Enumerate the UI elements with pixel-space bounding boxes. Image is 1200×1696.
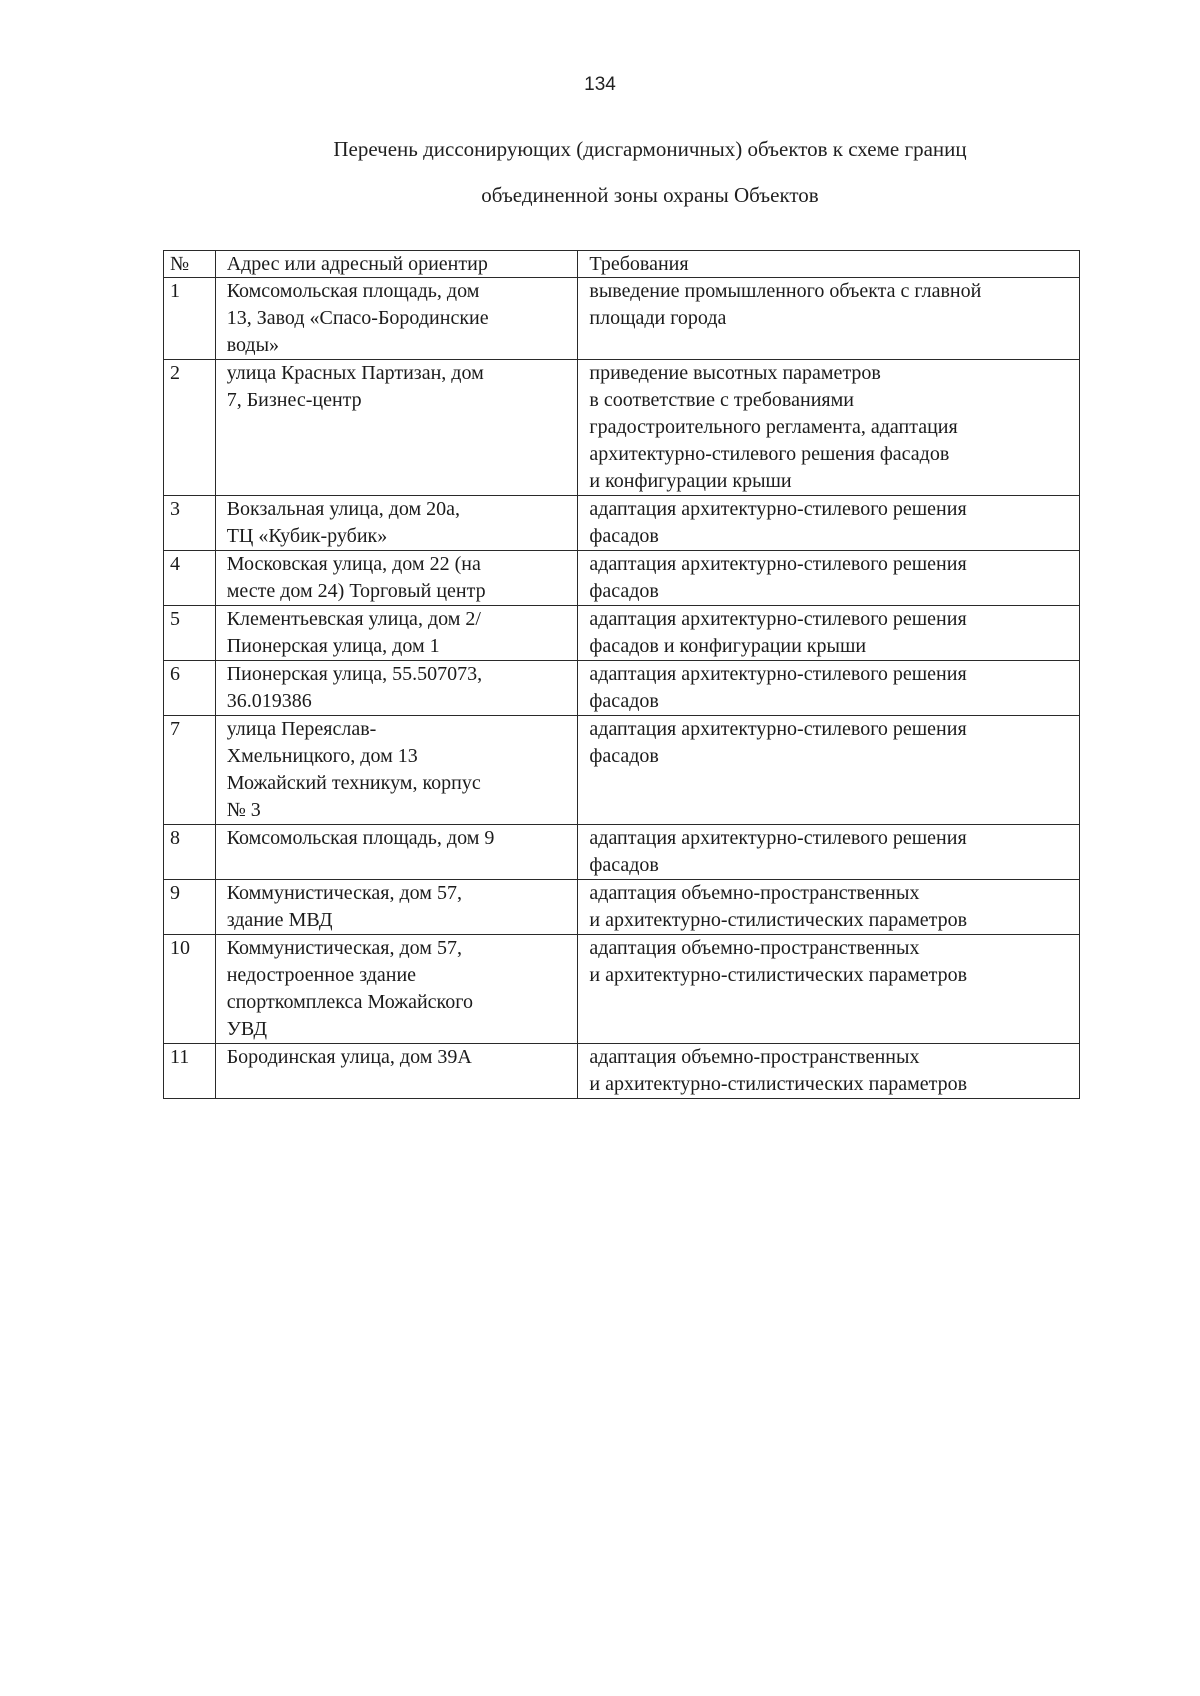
table-row: [164, 496, 1080, 551]
page-number: 134: [584, 74, 616, 95]
row-number: 11: [164, 1044, 216, 1099]
row-address: Пионерская улица, 55.507073, 36.019386: [215, 661, 578, 716]
table-row: [164, 880, 1080, 935]
row-number: 1: [164, 278, 216, 360]
row-address: Московская улица, дом 22 (на месте дом 24) Торговый центр: [215, 551, 578, 606]
table-row: [164, 661, 1080, 716]
row-number: 2: [164, 360, 216, 496]
row-address: Бородинская улица, дом 39А: [215, 1044, 578, 1099]
table-row: [164, 935, 1080, 1044]
row-requirements: приведение высотных параметров в соответствие с требованиями градостроительного регламента, адаптация архитектурно-стилевого решения фасадов и конфигурации крыши: [578, 360, 1080, 496]
table-row: [164, 716, 1080, 825]
row-address: Комсомольская площадь, дом 9: [215, 825, 578, 880]
row-requirements: адаптация архитектурно-стилевого решения фасадов: [578, 551, 1080, 606]
table-row: [164, 606, 1080, 661]
document-title: [150, 126, 1150, 218]
row-number: 10: [164, 935, 216, 1044]
row-number: 3: [164, 496, 216, 551]
dissonant-objects-table: [163, 250, 1080, 1099]
row-requirements: адаптация объемно-пространственных и архитектурно-стилистических параметров: [578, 935, 1080, 1044]
row-requirements: адаптация архитектурно-стилевого решения фасадов: [578, 716, 1080, 825]
title-line-1: Перечень диссонирующих (дисгармоничных) объектов к схеме границ: [333, 137, 967, 161]
table-row: [164, 551, 1080, 606]
row-number: 9: [164, 880, 216, 935]
row-requirements: адаптация архитектурно-стилевого решения фасадов: [578, 496, 1080, 551]
row-address: улица Переяслав- Хмельницкого, дом 13 Можайский техникум, корпус № 3: [215, 716, 578, 825]
header-number: №: [164, 251, 216, 278]
row-address: Коммунистическая, дом 57, недостроенное здание спорткомплекса Можайского УВД: [215, 935, 578, 1044]
row-requirements: адаптация архитектурно-стилевого решения фасадов: [578, 661, 1080, 716]
row-requirements: адаптация объемно-пространственных и архитектурно-стилистических параметров: [578, 880, 1080, 935]
row-address: Коммунистическая, дом 57, здание МВД: [215, 880, 578, 935]
row-address: улица Красных Партизан, дом 7, Бизнес-центр: [215, 360, 578, 496]
row-number: 7: [164, 716, 216, 825]
row-requirements: адаптация объемно-пространственных и архитектурно-стилистических параметров: [578, 1044, 1080, 1099]
row-number: 5: [164, 606, 216, 661]
row-address: Клементьевская улица, дом 2/ Пионерская улица, дом 1: [215, 606, 578, 661]
title-line-2: объединенной зоны охраны Объектов: [481, 183, 819, 207]
row-address: Вокзальная улица, дом 20а, ТЦ «Кубик-рубик»: [215, 496, 578, 551]
row-requirements: адаптация архитектурно-стилевого решения фасадов и конфигурации крыши: [578, 606, 1080, 661]
row-requirements: выведение промышленного объекта с главной площади города: [578, 278, 1080, 360]
row-address: Комсомольская площадь, дом 13, Завод «Спасо-Бородинские воды»: [215, 278, 578, 360]
table-row: [164, 278, 1080, 360]
row-number: 6: [164, 661, 216, 716]
table-header-row: [164, 251, 1080, 278]
table-row: [164, 825, 1080, 880]
header-requirements: Требования: [578, 251, 1080, 278]
row-requirements: адаптация архитектурно-стилевого решения фасадов: [578, 825, 1080, 880]
row-number: 8: [164, 825, 216, 880]
table-row: [164, 360, 1080, 496]
table-row: [164, 1044, 1080, 1099]
row-number: 4: [164, 551, 216, 606]
header-address: Адрес или адресный ориентир: [215, 251, 578, 278]
